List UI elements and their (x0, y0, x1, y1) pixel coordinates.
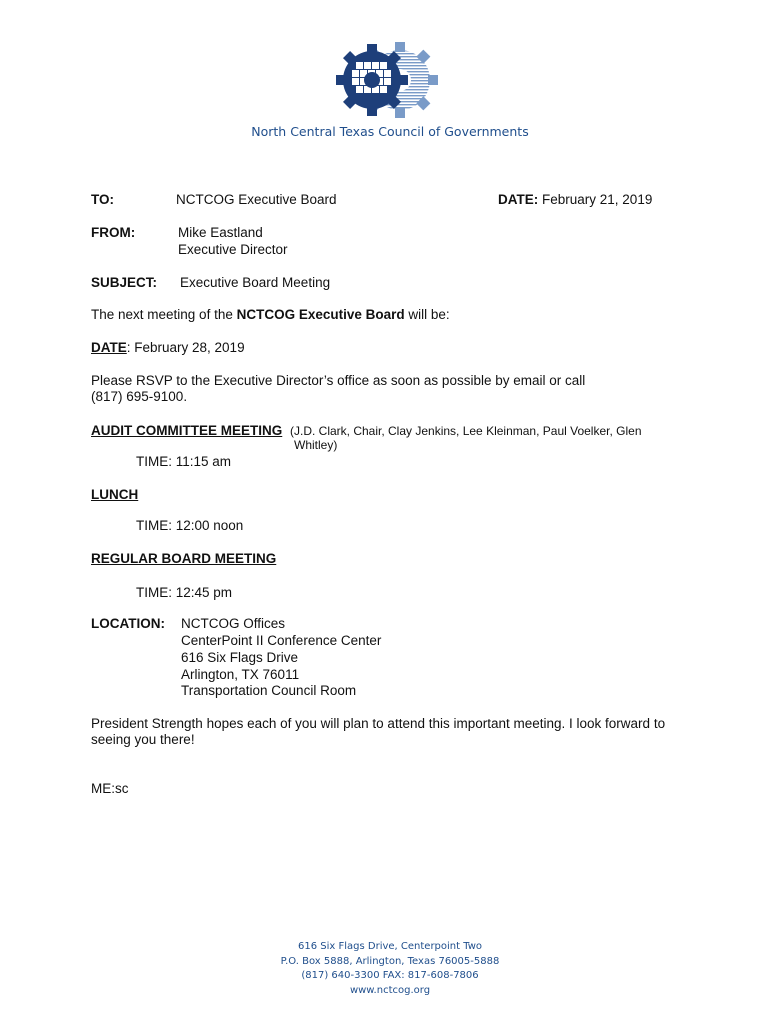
intro-post: will be: (404, 307, 450, 322)
lunch-heading: LUNCH (91, 487, 139, 502)
lunch-time: TIME: 12:00 noon (136, 518, 244, 533)
intro-bold: NCTCOG Executive Board (236, 307, 405, 322)
closing-line-1: President Strength hopes each of you will plan to attend this important meeting. I look forward to (91, 716, 666, 731)
from-name: Mike Eastland (178, 225, 263, 240)
to-label: TO: (91, 192, 114, 207)
board-heading: REGULAR BOARD MEETING (91, 551, 277, 566)
to-value: NCTCOG Executive Board (176, 192, 337, 207)
rsvp-line-2: (817) 695-9100. (91, 389, 188, 404)
footer (0, 940, 770, 998)
date-value: February 21, 2019 (542, 192, 653, 207)
intro-pre: The next meeting of the (91, 307, 237, 322)
meeting-date-value: : February 28, 2019 (126, 340, 245, 355)
location-line: Transportation Council Room (181, 683, 357, 698)
location-line: Arlington, TX 76011 (181, 667, 300, 682)
location-line: 616 Six Flags Drive (181, 650, 299, 665)
from-title: Executive Director (178, 242, 288, 257)
subject-label: SUBJECT: (91, 275, 158, 290)
location-label: LOCATION: (91, 616, 165, 631)
intro-paragraph (91, 307, 450, 322)
audit-time: TIME: 11:15 am (136, 454, 232, 469)
rsvp-line-1: Please RSVP to the Executive Director’s office as soon as possible by email or call (91, 373, 586, 388)
location-line: CenterPoint II Conference Center (181, 633, 382, 648)
nctcog-logo (334, 42, 442, 118)
footer-website[interactable]: www.nctcog.org (349, 984, 431, 996)
footer-phone: (817) 640-3300 FAX: 817-608-7806 (301, 970, 479, 981)
from-label: FROM: (91, 225, 136, 240)
meeting-date-label: DATE (91, 340, 127, 355)
closing-line-2: seeing you there! (91, 732, 195, 747)
subject-value: Executive Board Meeting (180, 275, 331, 290)
location-line: NCTCOG Offices (181, 616, 286, 631)
audit-members-line-1: (J.D. Clark, Chair, Clay Jenkins, Lee Kleinman, Paul Voelker, Glen (290, 424, 642, 438)
initials: ME:sc (91, 781, 129, 796)
org-name: North Central Texas Council of Governments (251, 124, 529, 139)
footer-address-2: P.O. Box 5888, Arlington, Texas 76005-5888 (280, 955, 500, 967)
date-label: DATE: (498, 192, 539, 207)
audit-heading: AUDIT COMMITTEE MEETING (91, 423, 283, 438)
board-time: TIME: 12:45 pm (136, 585, 233, 600)
audit-members-line-2: Whitley) (294, 438, 338, 452)
memo-date (498, 192, 652, 207)
meeting-date (91, 340, 245, 355)
footer-address-1: 616 Six Flags Drive, Centerpoint Two (298, 941, 482, 952)
